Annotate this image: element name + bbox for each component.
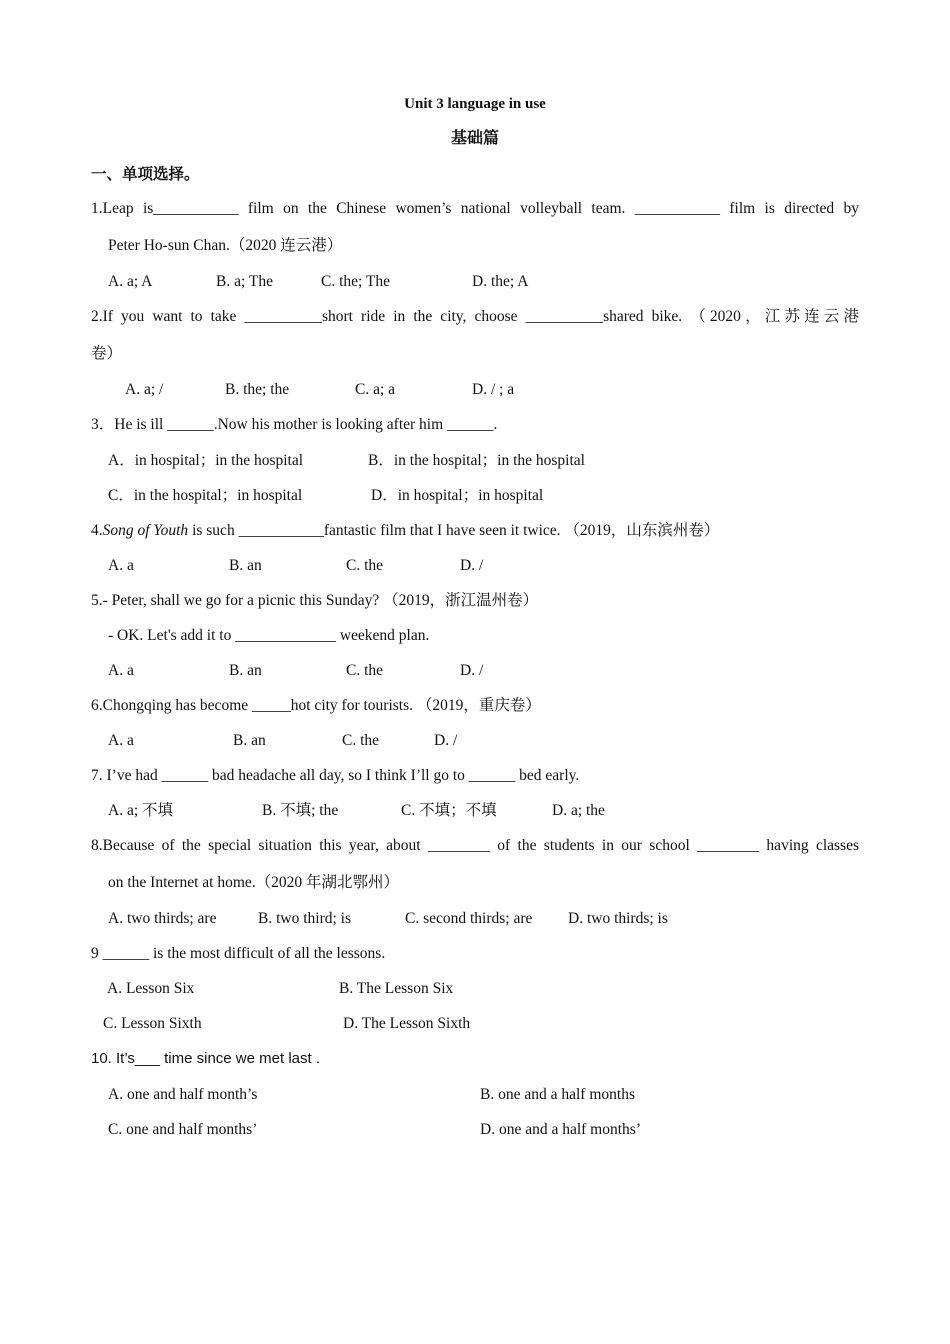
question-5-option-c[interactable]: C. the [346,662,384,679]
question-7-stem: 7. I’ve had ______ bad headache all day, so I think I’ll go to ______ bed early. [91,767,580,784]
question-2-option-d[interactable]: D. / ; a [472,381,515,398]
question-9-option-d[interactable]: D. The Lesson Sixth [343,1015,471,1032]
question-5-option-b[interactable]: B. an [229,662,262,679]
question-2-option-b[interactable]: B. the; the [225,381,290,398]
question-4-number: 4. [91,522,103,539]
page-title: Unit 3 language in use [404,96,546,112]
question-8-option-d[interactable]: D. two thirds; is [568,910,668,927]
question-4-stem [91,521,719,541]
question-4-movie-title: Song of Youth [102,522,189,539]
question-7-option-b[interactable]: B. 不填; the [262,802,339,819]
question-5-option-d[interactable]: D. / [460,662,484,679]
page-subtitle: 基础篇 [450,128,499,147]
question-1-stem-line1: 1.Leap is___________ film on the Chinese women’s national volleyball team. ___________ film is directed by [91,200,859,217]
question-9-option-c[interactable]: C. Lesson Sixth [103,1015,202,1032]
question-7-option-d[interactable]: D. a; the [552,802,605,819]
question-1-option-d[interactable]: D. the; A [472,273,529,290]
question-6-stem: 6.Chongqing has become _____hot city for tourists. （2019，重庆卷） [91,697,541,714]
question-10-stem: 10. It’s___ time since we met last . [91,1050,320,1067]
question-8-stem-line1: 8.Because of the special situation this year, about ________ of the students in our school ________ having classes [91,837,859,854]
question-8-stem-line2: on the Internet at home.（2020 年湖北鄂州） [108,874,400,891]
question-3-option-c[interactable]: C．in the hospital；in hospital [108,487,303,504]
question-7-option-c[interactable]: C. 不填；不填 [401,802,497,819]
question-4-option-b[interactable]: B. an [229,557,262,574]
question-10-option-d[interactable]: D. one and a half months’ [480,1121,641,1138]
question-7-option-a[interactable]: A. a; 不填 [108,802,174,819]
question-1-option-b[interactable]: B. a; The [216,273,273,290]
question-4-option-d[interactable]: D. / [460,557,484,574]
question-2-stem-line1: 2.If you want to take __________short ride in the city, choose __________shared bike. （2020，江苏连云港 [91,308,859,325]
question-3-stem: 3．He is ill ______.Now his mother is looking after him ______. [91,416,498,433]
question-2-stem-line2: 卷） [91,345,123,362]
question-10-option-a[interactable]: A. one and half month’s [108,1086,258,1103]
question-1-stem-line2: Peter Ho-sun Chan.（2020 连云港） [108,237,343,254]
question-4-stem-rest: is such ___________fantastic film that I have seen it twice. （2019，山东滨州卷） [188,522,720,539]
question-5-stem-line2: - OK. Let's add it to _____________ weekend plan. [108,627,430,644]
question-9-stem: 9 ______ is the most difficult of all the lessons. [91,945,386,962]
question-3-option-a[interactable]: A．in hospital；in the hospital [108,452,304,469]
question-1-option-a[interactable]: A. a; A [108,273,153,290]
question-3-option-b[interactable]: B．in the hospital；in the hospital [368,452,585,469]
question-8-option-b[interactable]: B. two third; is [258,910,352,927]
question-10-option-c[interactable]: C. one and half months’ [108,1121,258,1138]
question-2-option-c[interactable]: C. a; a [355,381,396,398]
question-8-option-a[interactable]: A. two thirds; are [108,910,217,927]
question-9-option-a[interactable]: A. Lesson Six [107,980,195,997]
question-10-option-b[interactable]: B. one and a half months [480,1086,635,1103]
question-6-option-c[interactable]: C. the [342,732,380,749]
question-1-option-c[interactable]: C. the; The [321,273,391,290]
question-4-option-c[interactable]: C. the [346,557,384,574]
question-4-option-a[interactable]: A. a [108,557,134,574]
question-8-option-c[interactable]: C. second thirds; are [405,910,533,927]
question-6-option-b[interactable]: B. an [233,732,266,749]
question-5-stem-line1: 5.- Peter, shall we go for a picnic this Sunday? （2019，浙江温州卷） [91,592,539,609]
question-9-option-b[interactable]: B. The Lesson Six [339,980,454,997]
question-3-option-d[interactable]: D．in hospital；in hospital [371,487,544,504]
question-2-option-a[interactable]: A. a; / [125,381,164,398]
section-heading: 一、单项选择。 [91,165,200,183]
question-6-option-a[interactable]: A. a [108,732,134,749]
question-6-option-d[interactable]: D. / [434,732,458,749]
question-5-option-a[interactable]: A. a [108,662,134,679]
